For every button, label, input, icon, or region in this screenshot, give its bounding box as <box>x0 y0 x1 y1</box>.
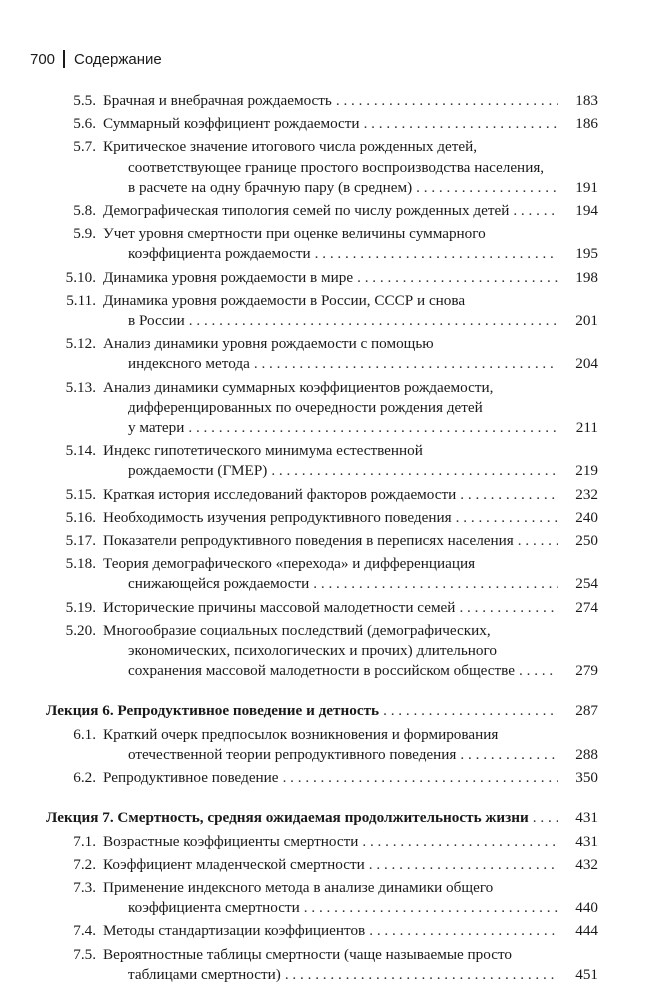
toc-entry-line <box>103 965 562 985</box>
toc-page-number: 287 <box>575 702 598 720</box>
toc-entry-number: 5.11. <box>66 291 96 309</box>
toc-page-number: 194 <box>575 202 598 220</box>
toc-page-number: 204 <box>575 355 598 373</box>
toc-entry-text: Репродуктивное поведение <box>103 769 279 787</box>
toc-entry-text: Вероятностные таблицы смертности (чаще называемые просто <box>103 945 513 963</box>
dot-leader <box>271 461 558 481</box>
toc-entry-line <box>103 768 562 788</box>
toc-entry-number: 6.2. <box>73 769 96 787</box>
toc-entry-text: отечественной теории репродуктивного поведения <box>128 745 457 763</box>
dot-leader <box>254 354 558 374</box>
toc-entry-title <box>103 91 598 111</box>
dot-leader <box>285 965 558 985</box>
toc-entry-number: 5.5. <box>73 92 96 109</box>
dot-leader <box>456 508 558 528</box>
toc-entry-title <box>103 945 598 985</box>
toc-page-number: 254 <box>575 575 598 593</box>
toc-entry-number: 5.17. <box>65 532 96 550</box>
toc-entry-title <box>103 621 598 682</box>
toc-page-number: 250 <box>575 532 598 550</box>
toc-page-number: 219 <box>575 462 598 480</box>
toc-page-number: 288 <box>575 745 598 763</box>
dot-leader <box>362 832 558 852</box>
toc-entry-text: Анализ динамики уровня рождаемости с помощью <box>103 335 434 353</box>
toc-entry-text: экономических, психологических и прочих) длительного <box>128 642 497 660</box>
toc-page-number: 211 <box>575 419 598 437</box>
dot-leader <box>188 418 558 438</box>
toc-entry-line <box>103 621 562 641</box>
dot-leader <box>283 768 558 788</box>
toc-entry-line <box>103 158 562 178</box>
toc-page-number: 240 <box>575 508 598 526</box>
toc-entry-line <box>103 354 562 374</box>
toc-entry-text: рождаемости (ГМЕР) <box>128 462 268 480</box>
toc-entry-line <box>103 531 562 551</box>
toc-entry-line <box>103 244 562 264</box>
toc-page-number: 191 <box>575 178 598 196</box>
toc-entry-text: в расчете на одну брачную пару (в среднем) <box>128 178 413 196</box>
toc-page-number: 186 <box>575 115 598 133</box>
toc-entry-text: индексного метода <box>128 355 250 373</box>
toc-entry-line <box>46 808 562 828</box>
dot-leader <box>519 661 558 681</box>
section-title: Содержание <box>74 50 162 68</box>
dot-leader <box>357 268 558 288</box>
toc-entry[interactable] <box>46 268 598 288</box>
toc-entry-title <box>103 768 598 788</box>
toc-entry-number: 5.20. <box>65 621 96 639</box>
toc-page-number: 183 <box>575 92 598 109</box>
toc-entry-number: 6.1. <box>73 725 96 743</box>
header-separator <box>63 50 65 68</box>
toc-entry-number: 5.16. <box>65 508 96 526</box>
toc-entry[interactable] <box>46 878 598 918</box>
running-head <box>30 50 162 68</box>
toc-entry-text: Демографическая типология семей по числу рожденных детей <box>103 202 510 220</box>
dot-leader <box>459 598 558 618</box>
dot-leader <box>189 311 558 331</box>
toc-entry-line <box>103 378 562 398</box>
toc-entry-title <box>103 598 598 618</box>
toc-entry-number: 5.7. <box>73 138 96 156</box>
toc-entry-line <box>103 461 562 481</box>
dot-leader <box>369 855 558 875</box>
toc-entry-text: Суммарный коэффициент рождаемости <box>103 115 360 133</box>
toc-entry-number: 5.6. <box>73 115 96 133</box>
toc-entry-line <box>103 441 562 461</box>
toc-entry-number: 5.13. <box>65 378 96 396</box>
toc-entry-line <box>103 945 562 965</box>
toc-entry[interactable] <box>46 921 598 941</box>
toc-entry-title <box>103 137 598 198</box>
toc-page-number: 431 <box>575 832 598 850</box>
toc-entry-title <box>103 921 598 941</box>
dot-leader <box>383 701 558 721</box>
dot-leader <box>518 531 558 551</box>
toc-entry[interactable] <box>46 621 598 682</box>
toc-entry[interactable] <box>46 508 598 528</box>
dot-leader <box>460 485 558 505</box>
toc-entry-title <box>103 554 598 594</box>
toc-entry-text: Критическое значение итогового числа рожденных детей, <box>103 138 477 156</box>
toc-page-number: 232 <box>575 485 598 503</box>
toc-entry[interactable] <box>46 201 598 221</box>
toc-page-number: 451 <box>575 965 598 983</box>
toc-entry-text: Исторические причины массовой малодетности семей <box>103 598 456 616</box>
toc-entry[interactable] <box>46 832 598 852</box>
toc-entry-text: Индекс гипотетического минимума естественной <box>103 442 423 460</box>
toc-entry-text: Краткая история исследований факторов рождаемости <box>103 485 457 503</box>
toc-entry-line <box>103 661 562 681</box>
toc-entry-title <box>103 291 598 331</box>
toc-entry-line <box>103 398 562 418</box>
toc-page-number: 440 <box>575 899 598 917</box>
toc-page-number: 274 <box>575 598 598 616</box>
toc-entry-title <box>103 878 598 918</box>
dot-leader <box>336 91 558 111</box>
toc-page-number: 198 <box>575 268 598 286</box>
toc-entry-number: 7.5. <box>73 945 96 963</box>
toc-entry-line <box>103 641 562 661</box>
toc-entry-number: 5.19. <box>65 598 96 616</box>
toc-entry-line <box>103 745 562 765</box>
toc-entry-line <box>103 878 562 898</box>
toc-entry-number: 5.8. <box>73 202 96 220</box>
dot-leader <box>369 921 558 941</box>
toc-page-number: 195 <box>575 245 598 263</box>
toc-entry-line <box>103 268 562 288</box>
dot-leader <box>304 898 558 918</box>
toc-entry-title <box>103 855 598 875</box>
toc-entry-title <box>103 268 598 288</box>
toc-entry-text: Лекция 7. Смертность, средняя ожидаемая продолжительность жизни <box>46 809 529 827</box>
toc-entry-title <box>103 832 598 852</box>
toc-entry-line <box>103 574 562 594</box>
toc-entry-title <box>103 725 598 765</box>
toc-entry[interactable] <box>46 598 598 618</box>
toc-entry-line <box>103 921 562 941</box>
toc-entry-number: 5.18. <box>65 555 96 573</box>
toc-entry-number: 7.3. <box>73 878 96 896</box>
toc-page-number: 350 <box>575 769 598 787</box>
toc-entry-line <box>103 725 562 745</box>
table-of-contents <box>46 91 598 988</box>
toc-entry-line <box>103 291 562 311</box>
toc-entry-number: 5.9. <box>73 225 96 243</box>
toc-entry-title <box>103 224 598 264</box>
toc-entry-number: 5.15. <box>65 485 96 503</box>
toc-entry[interactable] <box>46 91 598 111</box>
dot-leader <box>364 114 558 134</box>
toc-entry[interactable] <box>46 137 598 198</box>
toc-entry[interactable] <box>46 945 598 985</box>
toc-entry-line <box>103 334 562 354</box>
dot-leader <box>416 178 558 198</box>
toc-entry-text: Показатели репродуктивного поведения в переписях населения <box>103 532 514 550</box>
toc-entry-title <box>103 441 598 481</box>
toc-entry-line <box>103 598 562 618</box>
toc-entry-line <box>103 485 562 505</box>
page-number: 700 <box>30 50 56 68</box>
toc-page-number: 432 <box>575 855 598 873</box>
toc-entry-text: Коэффициент младенческой смертности <box>103 855 365 873</box>
toc-entry-number: 7.2. <box>73 855 96 873</box>
toc-entry[interactable] <box>46 554 598 594</box>
dot-leader <box>313 574 558 594</box>
toc-entry-line <box>103 178 562 198</box>
toc-entry-line <box>103 508 562 528</box>
toc-entry[interactable] <box>46 725 598 765</box>
toc-entry-title <box>103 201 598 221</box>
toc-entry-text: Возрастные коэффициенты смертности <box>103 832 359 850</box>
toc-entry-number: 5.12. <box>65 335 96 353</box>
toc-entry-line <box>103 224 562 244</box>
toc-entry-text: таблицами смертности) <box>128 965 281 983</box>
dot-leader <box>533 808 558 828</box>
toc-entry-line <box>103 91 562 111</box>
toc-entry-number: 5.14. <box>65 442 96 460</box>
toc-entry-text: сохранения массовой малодетности в российском обществе <box>128 662 515 680</box>
toc-entry-text: Лекция 6. Репродуктивное поведение и детность <box>46 702 380 720</box>
toc-entry-title <box>103 531 598 551</box>
toc-entry[interactable] <box>46 224 598 264</box>
toc-lecture-entry[interactable] <box>46 808 598 828</box>
toc-entry[interactable] <box>46 378 598 439</box>
toc-entry-text: Динамика уровня рождаемости в мире <box>103 268 354 286</box>
toc-entry[interactable] <box>46 291 598 331</box>
toc-entry-title <box>46 701 598 721</box>
toc-entry-line <box>103 898 562 918</box>
toc-entry[interactable] <box>46 441 598 481</box>
toc-entry-line <box>103 137 562 157</box>
toc-entry-text: Применение индексного метода в анализе динамики общего <box>103 878 494 896</box>
dot-leader <box>513 201 558 221</box>
toc-entry-text: в России <box>128 312 185 330</box>
toc-page-number: 279 <box>575 662 598 680</box>
toc-entry-text: коэффициента смертности <box>128 899 300 917</box>
toc-entry-text: Учет уровня смертности при оценке величины суммарного <box>103 225 486 243</box>
toc-entry-text: Методы стандартизации коэффициентов <box>103 922 366 940</box>
toc-entry-line <box>103 311 562 331</box>
toc-entry-title <box>103 334 598 374</box>
toc-entry-text: соответствующее границе простого воспроизводства населения, <box>128 158 545 176</box>
toc-entry-line <box>103 114 562 134</box>
toc-entry[interactable] <box>46 334 598 374</box>
toc-entry-text: Динамика уровня рождаемости в России, СССР и снова <box>103 291 466 309</box>
toc-entry-text: у матери <box>128 419 185 437</box>
toc-lecture-entry[interactable] <box>46 701 598 721</box>
dot-leader <box>460 745 558 765</box>
toc-entry-line <box>103 201 562 221</box>
toc-entry-line <box>103 855 562 875</box>
toc-page-number: 201 <box>575 312 598 330</box>
toc-entry-line <box>103 832 562 852</box>
toc-page-number: 431 <box>575 809 598 827</box>
toc-entry-title <box>103 114 598 134</box>
toc-entry-number: 7.4. <box>73 922 96 940</box>
toc-entry-text: Анализ динамики суммарных коэффициентов рождаемости, <box>103 378 494 396</box>
toc-entry-text: Многообразие социальных последствий (демографических, <box>103 621 491 639</box>
toc-entry[interactable] <box>46 768 598 788</box>
toc-entry[interactable] <box>46 531 598 551</box>
toc-entry-title <box>103 485 598 505</box>
toc-page-number: 444 <box>575 922 598 940</box>
toc-entry-line <box>103 554 562 574</box>
toc-entry-number: 5.10. <box>65 268 96 286</box>
toc-entry-text: Необходимость изучения репродуктивного поведения <box>103 508 452 526</box>
toc-entry-text: снижающейся рождаемости <box>128 575 310 593</box>
toc-entry-title <box>46 808 598 828</box>
toc-entry-text: коэффициента рождаемости <box>128 245 311 263</box>
toc-entry-title <box>103 508 598 528</box>
toc-entry-line <box>46 701 562 721</box>
toc-entry[interactable] <box>46 855 598 875</box>
toc-entry[interactable] <box>46 114 598 134</box>
toc-entry-text: Краткий очерк предпосылок возникновения и формирования <box>103 725 499 743</box>
toc-entry-title <box>103 378 598 439</box>
toc-entry-text: Брачная и внебрачная рождаемость <box>103 92 332 109</box>
toc-entry-line <box>103 418 562 438</box>
dot-leader <box>315 244 558 264</box>
toc-entry[interactable] <box>46 485 598 505</box>
toc-entry-number: 7.1. <box>73 832 96 850</box>
toc-entry-text: Теория демографического «перехода» и дифференциация <box>103 555 476 573</box>
toc-entry-text: дифференцированных по очередности рождения детей <box>128 398 483 416</box>
